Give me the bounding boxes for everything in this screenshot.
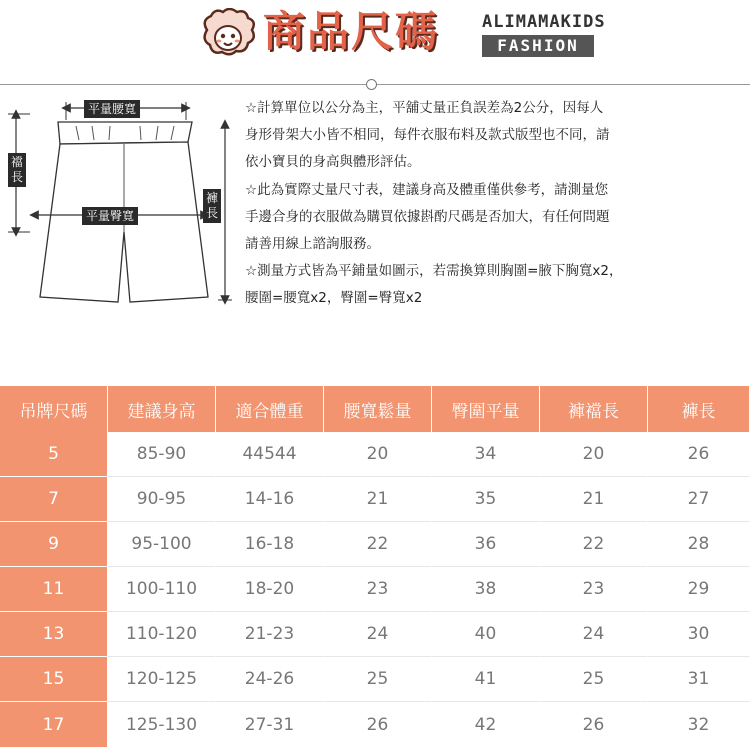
waist-width-label: 平量腰寬: [84, 100, 140, 118]
page-header: [0, 0, 750, 72]
table-cell: 24: [324, 612, 432, 657]
note-line: 請善用線上諮詢服務。: [245, 236, 380, 253]
table-cell: 14-16: [216, 477, 324, 522]
table-cell: 28: [648, 522, 750, 567]
table-row: [0, 522, 750, 567]
brand-tagline: FASHION: [482, 35, 594, 57]
table-header-row: [0, 386, 750, 432]
table-row: [0, 477, 750, 522]
shorts-measurement-diagram: [0, 92, 240, 322]
table-cell: 24: [540, 612, 648, 657]
note-line: 手邊合身的衣服做為購買依據斟酌尺碼是否加大，有任何問題: [245, 208, 610, 225]
table-cell: 35: [432, 477, 540, 522]
table-cell: 24-26: [216, 657, 324, 702]
column-header-rise: 褲襠長: [540, 386, 648, 432]
table-row: [0, 432, 750, 477]
table-cell: 25: [540, 657, 648, 702]
sheep-logo-icon: [197, 8, 259, 60]
page-title: 商品尺碼: [263, 7, 440, 56]
column-header-height: 建議身高: [108, 386, 216, 432]
size-chart-table: [0, 386, 750, 747]
note-line: ☆此為實際丈量尺寸表，建議身高及體重僅供參考，請測量您: [245, 181, 609, 198]
table-cell: 38: [432, 567, 540, 612]
table-cell: 31: [648, 657, 750, 702]
table-cell: 26: [540, 702, 648, 747]
note-line: ☆計算單位以公分為主，平舖丈量正負誤差為2公分，因每人: [245, 100, 604, 116]
size-cell: 9: [0, 522, 108, 567]
table-cell: 44544: [216, 432, 324, 477]
table-cell: 90-95: [108, 477, 216, 522]
column-header-waist: 腰寬鬆量: [324, 386, 432, 432]
note-line: 依小寶貝的身高與體形評估。: [245, 154, 421, 171]
column-header-hip: 臀圍平量: [432, 386, 540, 432]
size-cell: 13: [0, 612, 108, 657]
table-cell: 32: [648, 702, 750, 747]
column-header-weight: 適合體重: [216, 386, 324, 432]
table-cell: 25: [324, 657, 432, 702]
table-row: [0, 657, 750, 702]
rise-length-label: 襠長: [8, 153, 26, 187]
table-cell: 20: [324, 432, 432, 477]
table-row: [0, 612, 750, 657]
table-cell: 95-100: [108, 522, 216, 567]
table-row: [0, 702, 750, 747]
table-cell: 27-31: [216, 702, 324, 747]
table-cell: 21: [324, 477, 432, 522]
table-cell: 21-23: [216, 612, 324, 657]
table-cell: 42: [432, 702, 540, 747]
size-notes: [245, 95, 745, 313]
size-cell: 11: [0, 567, 108, 612]
table-cell: 26: [324, 702, 432, 747]
table-cell: 23: [540, 567, 648, 612]
size-cell: 5: [0, 432, 108, 477]
column-header-tag-size: 吊牌尺碼: [0, 386, 108, 432]
table-cell: 20: [540, 432, 648, 477]
table-cell: 27: [648, 477, 750, 522]
table-cell: 16-18: [216, 522, 324, 567]
table-cell: 22: [324, 522, 432, 567]
table-cell: 18-20: [216, 567, 324, 612]
table-cell: 23: [324, 567, 432, 612]
divider-ornament: [366, 79, 377, 90]
table-cell: 100-110: [108, 567, 216, 612]
table-cell: 110-120: [108, 612, 216, 657]
table-cell: 36: [432, 522, 540, 567]
table-cell: 34: [432, 432, 540, 477]
note-line: ☆測量方式皆為平鋪量如圖示，若需換算則胸圍=腋下胸寬x2，: [245, 263, 623, 280]
table-cell: 22: [540, 522, 648, 567]
pants-length-label: 褲長: [203, 189, 221, 223]
note-line: 身形骨架大小皆不相同，每件衣服布料及款式版型也不同，請: [245, 127, 610, 144]
note-line: 腰圍=腰寬x2，臀圍=臀寬x2: [245, 290, 423, 307]
table-cell: 125-130: [108, 702, 216, 747]
brand-name: ALIMAMAKIDS: [482, 12, 606, 32]
table-cell: 29: [648, 567, 750, 612]
size-cell: 7: [0, 477, 108, 522]
hip-width-label: 平量臀寬: [82, 207, 138, 225]
size-cell: 15: [0, 657, 108, 702]
table-cell: 120-125: [108, 657, 216, 702]
size-cell: 17: [0, 702, 108, 747]
table-cell: 26: [648, 432, 750, 477]
table-row: [0, 567, 750, 612]
column-header-length: 褲長: [648, 386, 750, 432]
table-cell: 30: [648, 612, 750, 657]
table-cell: 21: [540, 477, 648, 522]
table-cell: 40: [432, 612, 540, 657]
table-cell: 85-90: [108, 432, 216, 477]
table-cell: 41: [432, 657, 540, 702]
